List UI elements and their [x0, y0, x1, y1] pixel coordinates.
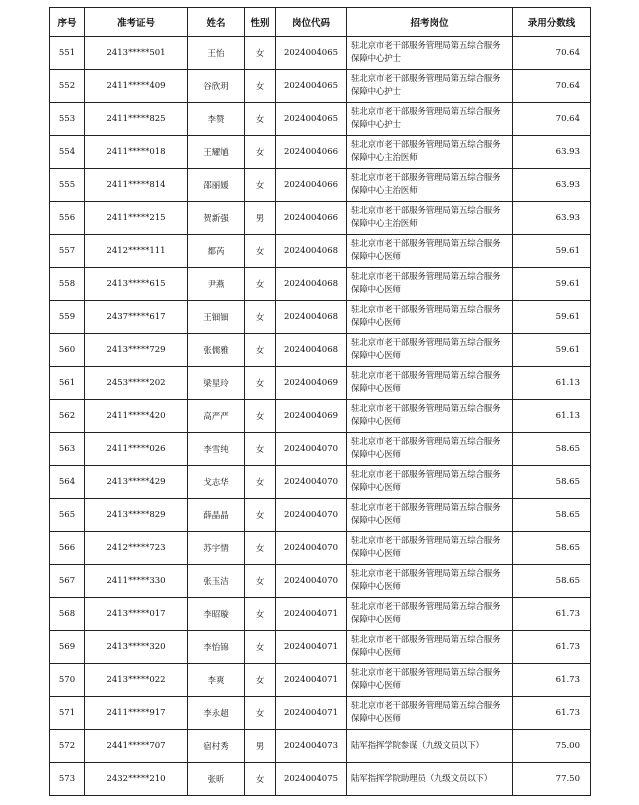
cell-name: 谷欣玥 — [188, 70, 245, 103]
cell-position: 驻北京市老干部服务管理局第五综合服务保障中心护士 — [347, 70, 513, 103]
cell-score: 63.93 — [513, 169, 591, 202]
table-row — [50, 466, 591, 499]
cell-score: 75.00 — [513, 730, 591, 763]
cell-serial-number: 562 — [50, 400, 85, 433]
cell-score: 77.50 — [513, 763, 591, 796]
cell-position: 驻北京市老干部服务管理局第五综合服务保障中心医师 — [347, 367, 513, 400]
cell-position-code: 2024004066 — [276, 202, 347, 235]
cell-name: 李雪纯 — [188, 433, 245, 466]
cell-serial-number: 567 — [50, 565, 85, 598]
cell-position-code: 2024004068 — [276, 334, 347, 367]
cell-position-code: 2024004073 — [276, 730, 347, 763]
cell-gender: 女 — [245, 433, 276, 466]
cell-position: 驻北京市老干部服务管理局第五综合服务保障中心医师 — [347, 301, 513, 334]
cell-gender: 女 — [245, 235, 276, 268]
cell-gender: 女 — [245, 532, 276, 565]
cell-name: 邵丽媛 — [188, 169, 245, 202]
cell-exam-id: 2432*****210 — [85, 763, 188, 796]
cell-serial-number: 570 — [50, 664, 85, 697]
cell-serial-number: 571 — [50, 697, 85, 730]
table-row — [50, 202, 591, 235]
cell-score: 61.73 — [513, 598, 591, 631]
table-row — [50, 400, 591, 433]
cell-gender: 男 — [245, 202, 276, 235]
cell-position: 驻北京市老干部服务管理局第五综合服务保障中心护士 — [347, 103, 513, 136]
cell-position: 驻北京市老干部服务管理局第五综合服务保障中心医师 — [347, 565, 513, 598]
cell-position: 驻北京市老干部服务管理局第五综合服务保障中心主治医师 — [347, 202, 513, 235]
cell-exam-id: 2437*****617 — [85, 301, 188, 334]
cell-position-code: 2024004070 — [276, 433, 347, 466]
cell-score: 61.73 — [513, 664, 591, 697]
cell-name: 尹燕 — [188, 268, 245, 301]
cell-position-code: 2024004075 — [276, 763, 347, 796]
cell-name: 李爽 — [188, 664, 245, 697]
cell-score: 58.65 — [513, 466, 591, 499]
header-score: 录用分数线 — [513, 8, 591, 37]
cell-exam-id: 2411*****409 — [85, 70, 188, 103]
cell-position-code: 2024004071 — [276, 598, 347, 631]
cell-serial-number: 573 — [50, 763, 85, 796]
cell-position-code: 2024004070 — [276, 532, 347, 565]
cell-score: 61.13 — [513, 367, 591, 400]
cell-score: 58.65 — [513, 499, 591, 532]
cell-exam-id: 2411*****026 — [85, 433, 188, 466]
table-body — [50, 37, 591, 796]
cell-position: 驻北京市老干部服务管理局第五综合服务保障中心医师 — [347, 598, 513, 631]
cell-gender: 女 — [245, 268, 276, 301]
cell-position-code: 2024004071 — [276, 697, 347, 730]
cell-exam-id: 2413*****829 — [85, 499, 188, 532]
cell-gender: 女 — [245, 565, 276, 598]
admission-score-table — [49, 7, 591, 796]
cell-gender: 女 — [245, 367, 276, 400]
cell-exam-id: 2413*****429 — [85, 466, 188, 499]
cell-exam-id: 2453*****202 — [85, 367, 188, 400]
table-row — [50, 565, 591, 598]
cell-score: 61.13 — [513, 400, 591, 433]
cell-exam-id: 2441*****707 — [85, 730, 188, 763]
cell-name: 张玉洁 — [188, 565, 245, 598]
cell-position: 陆军指挥学院助理员（九级文员以下） — [347, 763, 513, 796]
table-row — [50, 235, 591, 268]
table-row — [50, 136, 591, 169]
cell-gender: 女 — [245, 631, 276, 664]
cell-gender: 男 — [245, 730, 276, 763]
cell-serial-number: 560 — [50, 334, 85, 367]
cell-exam-id: 2413*****022 — [85, 664, 188, 697]
cell-serial-number: 551 — [50, 37, 85, 70]
cell-name: 李昭璇 — [188, 598, 245, 631]
cell-position: 驻北京市老干部服务管理局第五综合服务保障中心医师 — [347, 532, 513, 565]
table-row — [50, 169, 591, 202]
cell-gender: 女 — [245, 400, 276, 433]
cell-position-code: 2024004068 — [276, 301, 347, 334]
cell-name: 王怡 — [188, 37, 245, 70]
cell-position: 驻北京市老干部服务管理局第五综合服务保障中心医师 — [347, 268, 513, 301]
table-row — [50, 268, 591, 301]
cell-position: 驻北京市老干部服务管理局第五综合服务保障中心护士 — [347, 37, 513, 70]
cell-score: 70.64 — [513, 70, 591, 103]
cell-exam-id: 2411*****215 — [85, 202, 188, 235]
cell-exam-id: 2412*****111 — [85, 235, 188, 268]
cell-name: 王钿钿 — [188, 301, 245, 334]
cell-position-code: 2024004070 — [276, 499, 347, 532]
cell-serial-number: 555 — [50, 169, 85, 202]
cell-serial-number: 553 — [50, 103, 85, 136]
cell-name: 宿村秀 — [188, 730, 245, 763]
cell-position: 驻北京市老干部服务管理局第五综合服务保障中心医师 — [347, 697, 513, 730]
cell-name: 李永超 — [188, 697, 245, 730]
cell-serial-number: 561 — [50, 367, 85, 400]
table-row — [50, 433, 591, 466]
cell-name: 苏宇情 — [188, 532, 245, 565]
cell-serial-number: 557 — [50, 235, 85, 268]
table-row — [50, 70, 591, 103]
table-row — [50, 664, 591, 697]
cell-score: 63.93 — [513, 136, 591, 169]
cell-score: 61.73 — [513, 697, 591, 730]
cell-exam-id: 2413*****320 — [85, 631, 188, 664]
table-row — [50, 730, 591, 763]
cell-name: 高严严 — [188, 400, 245, 433]
cell-position-code: 2024004066 — [276, 136, 347, 169]
table-row — [50, 598, 591, 631]
cell-gender: 女 — [245, 37, 276, 70]
table-row — [50, 631, 591, 664]
cell-gender: 女 — [245, 697, 276, 730]
table-row — [50, 532, 591, 565]
cell-serial-number: 552 — [50, 70, 85, 103]
cell-gender: 女 — [245, 169, 276, 202]
cell-exam-id: 2411*****917 — [85, 697, 188, 730]
cell-score: 61.73 — [513, 631, 591, 664]
table-row — [50, 763, 591, 796]
cell-position-code: 2024004070 — [276, 565, 347, 598]
cell-name: 李赞 — [188, 103, 245, 136]
cell-gender: 女 — [245, 70, 276, 103]
table-row — [50, 367, 591, 400]
cell-score: 70.64 — [513, 37, 591, 70]
cell-score: 63.93 — [513, 202, 591, 235]
cell-position: 驻北京市老干部服务管理局第五综合服务保障中心医师 — [347, 334, 513, 367]
cell-serial-number: 566 — [50, 532, 85, 565]
table-row — [50, 334, 591, 367]
cell-gender: 女 — [245, 301, 276, 334]
cell-position-code: 2024004071 — [276, 664, 347, 697]
cell-serial-number: 569 — [50, 631, 85, 664]
cell-position-code: 2024004069 — [276, 367, 347, 400]
cell-position: 驻北京市老干部服务管理局第五综合服务保障中心医师 — [347, 433, 513, 466]
cell-position: 驻北京市老干部服务管理局第五综合服务保障中心主治医师 — [347, 136, 513, 169]
cell-position-code: 2024004065 — [276, 103, 347, 136]
cell-gender: 女 — [245, 136, 276, 169]
cell-name: 张儒雅 — [188, 334, 245, 367]
header-position-code: 岗位代码 — [276, 8, 347, 37]
cell-serial-number: 556 — [50, 202, 85, 235]
table-row — [50, 103, 591, 136]
cell-position-code: 2024004068 — [276, 235, 347, 268]
cell-serial-number: 568 — [50, 598, 85, 631]
header-serial-number: 序号 — [50, 8, 85, 37]
document-page — [49, 7, 583, 796]
cell-position: 驻北京市老干部服务管理局第五综合服务保障中心医师 — [347, 235, 513, 268]
cell-gender: 女 — [245, 598, 276, 631]
cell-position: 驻北京市老干部服务管理局第五综合服务保障中心主治医师 — [347, 169, 513, 202]
cell-score: 58.65 — [513, 433, 591, 466]
cell-gender: 女 — [245, 664, 276, 697]
cell-position: 驻北京市老干部服务管理局第五综合服务保障中心医师 — [347, 631, 513, 664]
cell-gender: 女 — [245, 334, 276, 367]
cell-name: 王耀馗 — [188, 136, 245, 169]
cell-name: 李怡锦 — [188, 631, 245, 664]
table-row — [50, 301, 591, 334]
cell-serial-number: 565 — [50, 499, 85, 532]
cell-position-code: 2024004066 — [276, 169, 347, 202]
header-exam-id: 准考证号 — [85, 8, 188, 37]
cell-score: 58.65 — [513, 532, 591, 565]
cell-exam-id: 2411*****420 — [85, 400, 188, 433]
cell-position: 驻北京市老干部服务管理局第五综合服务保障中心医师 — [347, 499, 513, 532]
cell-name: 贺新强 — [188, 202, 245, 235]
cell-serial-number: 554 — [50, 136, 85, 169]
cell-name: 都芮 — [188, 235, 245, 268]
cell-exam-id: 2411*****018 — [85, 136, 188, 169]
cell-name: 张昕 — [188, 763, 245, 796]
cell-exam-id: 2413*****017 — [85, 598, 188, 631]
cell-name: 梁星玲 — [188, 367, 245, 400]
cell-score: 59.61 — [513, 334, 591, 367]
table-row — [50, 697, 591, 730]
cell-score: 70.64 — [513, 103, 591, 136]
cell-exam-id: 2411*****330 — [85, 565, 188, 598]
cell-position-code: 2024004065 — [276, 70, 347, 103]
table-row — [50, 499, 591, 532]
cell-score: 59.61 — [513, 301, 591, 334]
cell-position: 驻北京市老干部服务管理局第五综合服务保障中心医师 — [347, 400, 513, 433]
cell-position-code: 2024004068 — [276, 268, 347, 301]
cell-position-code: 2024004071 — [276, 631, 347, 664]
cell-exam-id: 2413*****729 — [85, 334, 188, 367]
cell-score: 59.61 — [513, 235, 591, 268]
cell-exam-id: 2412*****723 — [85, 532, 188, 565]
cell-name: 薛晶晶 — [188, 499, 245, 532]
cell-exam-id: 2413*****615 — [85, 268, 188, 301]
cell-serial-number: 563 — [50, 433, 85, 466]
cell-score: 59.61 — [513, 268, 591, 301]
cell-position-code: 2024004065 — [276, 37, 347, 70]
cell-gender: 女 — [245, 103, 276, 136]
cell-position-code: 2024004069 — [276, 400, 347, 433]
cell-position: 驻北京市老干部服务管理局第五综合服务保障中心医师 — [347, 466, 513, 499]
cell-exam-id: 2413*****501 — [85, 37, 188, 70]
cell-serial-number: 558 — [50, 268, 85, 301]
cell-gender: 女 — [245, 499, 276, 532]
table-header-row — [50, 8, 591, 37]
cell-exam-id: 2411*****814 — [85, 169, 188, 202]
header-name: 姓名 — [188, 8, 245, 37]
cell-name: 戈志华 — [188, 466, 245, 499]
header-position: 招考岗位 — [347, 8, 513, 37]
cell-gender: 女 — [245, 466, 276, 499]
cell-exam-id: 2411*****825 — [85, 103, 188, 136]
cell-gender: 女 — [245, 763, 276, 796]
cell-serial-number: 572 — [50, 730, 85, 763]
header-gender: 性别 — [245, 8, 276, 37]
cell-position-code: 2024004070 — [276, 466, 347, 499]
table-row — [50, 37, 591, 70]
cell-serial-number: 564 — [50, 466, 85, 499]
cell-position: 陆军指挥学院参谋（九级文员以下） — [347, 730, 513, 763]
cell-serial-number: 559 — [50, 301, 85, 334]
cell-score: 58.65 — [513, 565, 591, 598]
cell-position: 驻北京市老干部服务管理局第五综合服务保障中心医师 — [347, 664, 513, 697]
